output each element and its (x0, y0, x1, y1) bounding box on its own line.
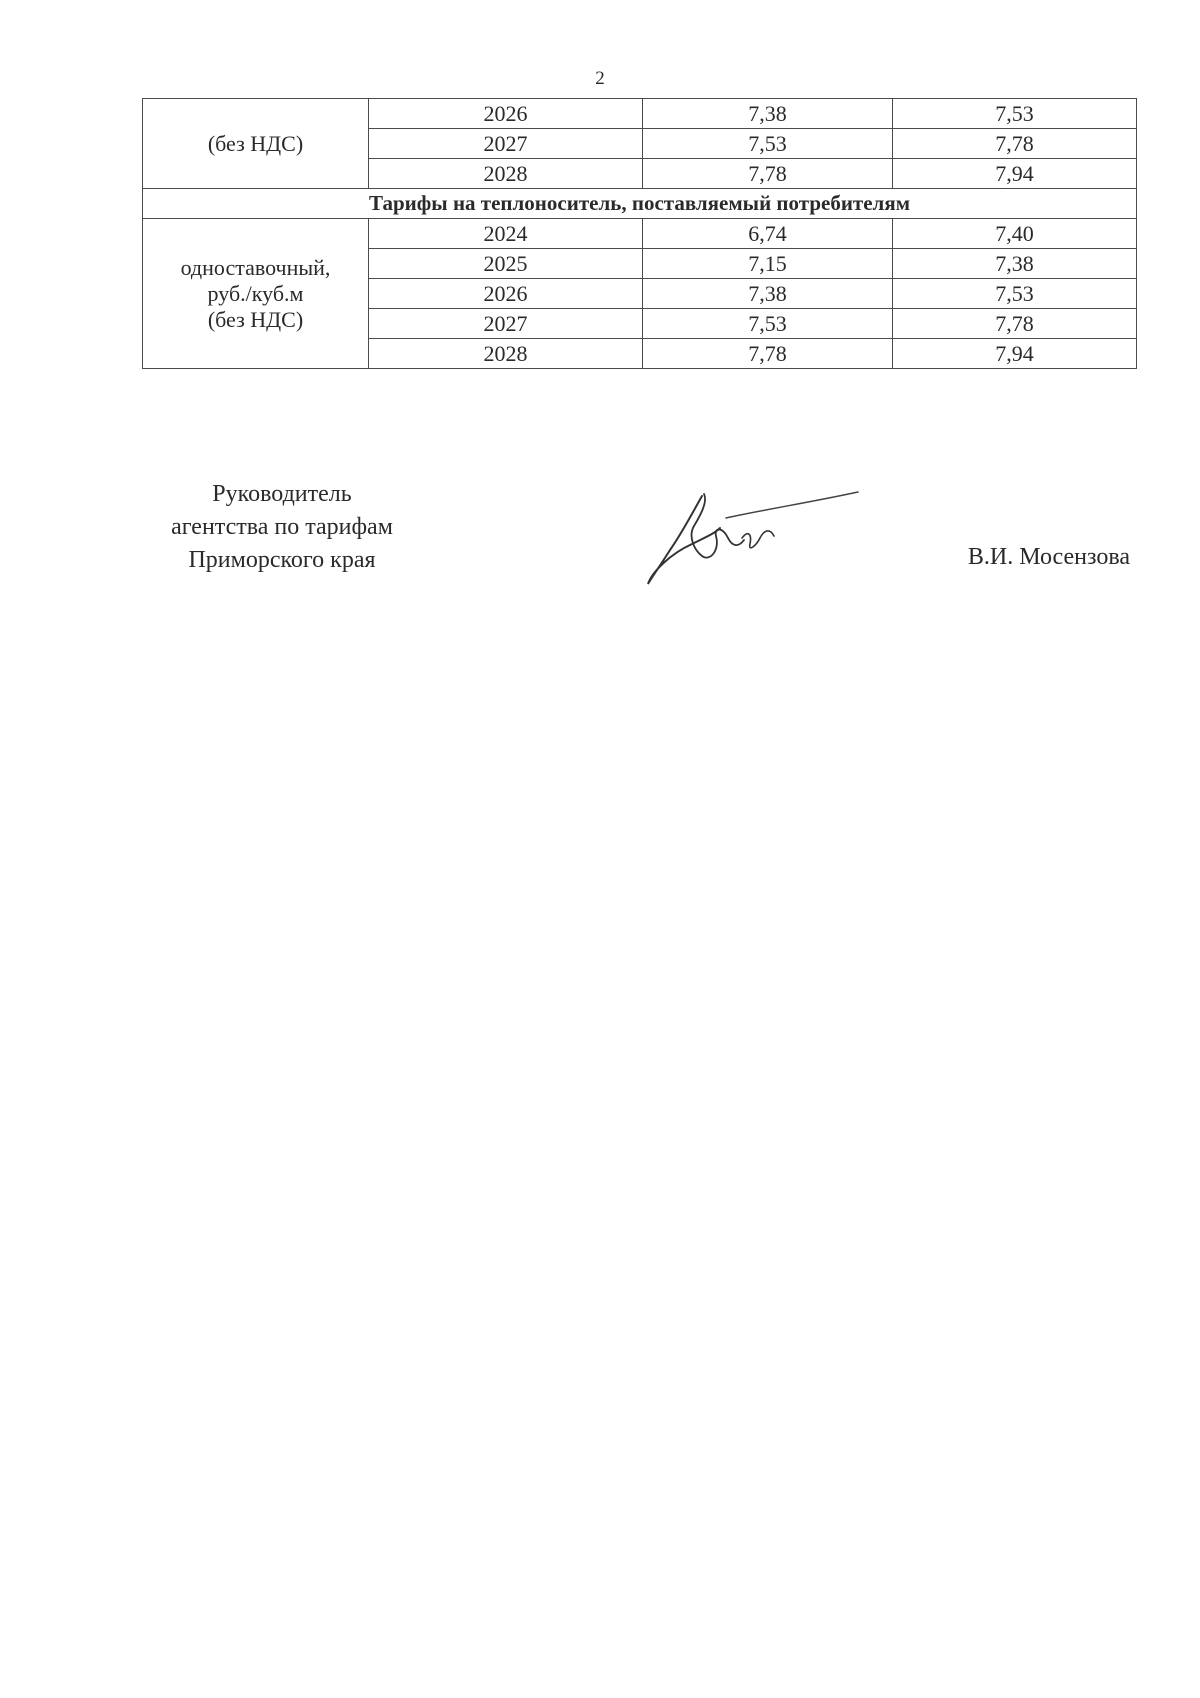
value-cell: 7,53 (643, 129, 893, 159)
signer-title-line: агентства по тарифам (171, 514, 393, 540)
value-cell: 7,78 (893, 309, 1137, 339)
signature-block (142, 478, 1136, 588)
handwritten-signature (642, 488, 862, 588)
tariff-table (142, 98, 1137, 369)
section-header: Тарифы на теплоноситель, поставляемый потребителям (143, 189, 1137, 219)
signer-title-line: Руководитель (212, 481, 352, 507)
year-cell: 2028 (369, 159, 643, 189)
value-cell: 7,15 (643, 249, 893, 279)
value-cell: 7,78 (893, 129, 1137, 159)
section-header-row (143, 189, 1137, 219)
year-cell: 2028 (369, 339, 643, 369)
group-label (143, 219, 369, 369)
value-cell: 7,40 (893, 219, 1137, 249)
table-row (143, 99, 1137, 129)
value-cell: 7,94 (893, 159, 1137, 189)
year-cell: 2026 (369, 99, 643, 129)
year-cell: 2024 (369, 219, 643, 249)
label-line: одноставочный, (180, 254, 331, 280)
value-cell: 6,74 (643, 219, 893, 249)
signer-name: В.И. Мосензова (967, 544, 1130, 570)
page-number: 2 (595, 68, 605, 89)
value-cell: 7,38 (643, 279, 893, 309)
value-cell: 7,38 (643, 99, 893, 129)
value-cell: 7,38 (893, 249, 1137, 279)
year-cell: 2027 (369, 129, 643, 159)
value-cell: 7,78 (643, 159, 893, 189)
year-cell: 2025 (369, 249, 643, 279)
value-cell: 7,94 (893, 339, 1137, 369)
signer-title-line: Приморского края (188, 547, 376, 573)
value-cell: 7,53 (643, 309, 893, 339)
label-line: руб./куб.м (207, 280, 304, 306)
signer-title (142, 478, 422, 577)
group-label: (без НДС) (143, 99, 369, 189)
label-line: (без НДС) (207, 306, 304, 332)
value-cell: 7,53 (893, 99, 1137, 129)
year-cell: 2027 (369, 309, 643, 339)
table-row (143, 219, 1137, 249)
value-cell: 7,53 (893, 279, 1137, 309)
value-cell: 7,78 (643, 339, 893, 369)
year-cell: 2026 (369, 279, 643, 309)
